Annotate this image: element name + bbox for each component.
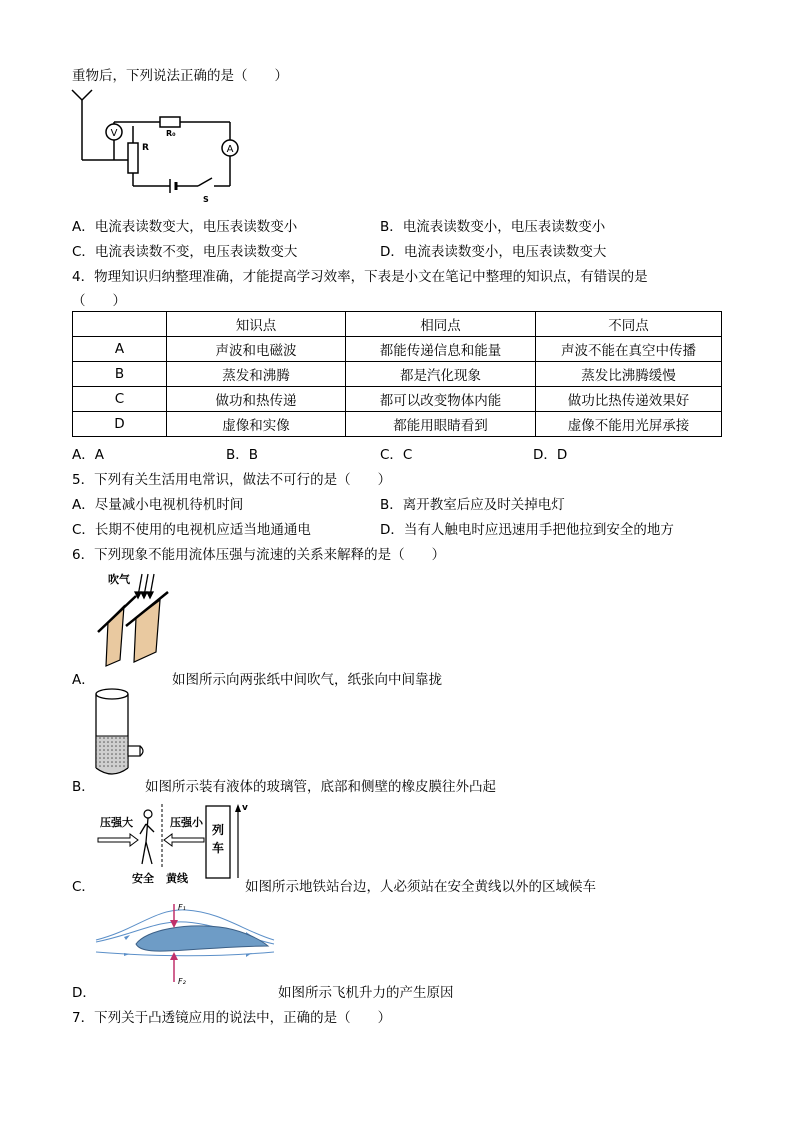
yellow-line-label: 黄线 [166,872,188,885]
q5-option-d: D．当有人触电时应迅速用手把他拉到安全的地方 [380,522,674,538]
table-cell: 做功和热传递 [167,387,346,412]
table-cell: 虚像和实像 [167,412,346,437]
table-header-cell: 知识点 [167,312,346,337]
velocity-label: v [242,803,248,813]
table-row [73,362,722,387]
table-cell: 做功比热传递效果好 [536,387,722,412]
force-f1-label: F₁ [178,903,186,912]
table-cell: 声波和电磁波 [167,337,346,362]
table-cell: 声波不能在真空中传播 [536,337,722,362]
table-cell: D [73,412,167,437]
q6-option-d-text: 如图所示飞机升力的产生原因 [278,985,454,1001]
voltmeter-label: V [110,128,118,139]
glass-tube-figure [90,688,150,780]
q3-option-c: C．电流表读数不变，电压表读数变大 [72,244,298,260]
train-label-2: 车 [211,841,225,855]
q4-stem: 4．物理知识归纳整理准确，才能提高学习效率，下表是小文在笔记中整理的知识点，有错误的是 [72,269,648,285]
q6-option-d-label: D． [72,985,96,1001]
table-cell: 都是汽化现象 [346,362,536,387]
table-header-cell: 不同点 [536,312,722,337]
resistor-r0-label: R₀ [166,129,176,138]
q3-option-a: A．电流表读数变大，电压表读数变小 [72,219,298,235]
q3-stem: 重物后，下列说法正确的是（ ） [72,68,288,84]
safe-label: 安全 [132,872,154,885]
circuit-diagram [70,88,245,208]
ammeter-label: A [226,144,234,155]
blow-label: 吹气 [108,573,130,586]
q6-option-c-label: C． [72,879,95,895]
q5-option-b: B．离开教室后应及时关掉电灯 [380,497,565,513]
force-f2-label: F₂ [178,977,186,986]
table-row [73,337,722,362]
q5-option-c: C．长期不使用的电视机应适当地通通电 [72,522,311,538]
q7-stem: 7．下列关于凸透镜应用的说法中，正确的是（ ） [72,1010,392,1026]
q4-option-a: A．A [72,447,104,463]
q3-option-d: D．电流表读数变小，电压表读数变大 [380,244,607,260]
table-cell: 虚像不能用光屏承接 [536,412,722,437]
table-header-cell [73,312,167,337]
high-pressure-label: 压强大 [100,816,133,829]
table-cell: 都能传递信息和能量 [346,337,536,362]
table-cell: A [73,337,167,362]
table-cell: 蒸发和沸腾 [167,362,346,387]
table-row [73,412,722,437]
table-header-row [73,312,722,337]
q6-stem: 6．下列现象不能用流体压强与流速的关系来解释的是（ ） [72,547,446,563]
table-cell: B [73,362,167,387]
resistor-r-label: R [142,143,149,153]
table-cell: C [73,387,167,412]
paper-blowing-figure [96,570,176,670]
knowledge-table [72,311,722,437]
q6-option-b-label: B． [72,779,95,795]
q6-option-a-text: 如图所示向两张纸中间吹气，纸张向中间靠拢 [172,672,442,688]
low-pressure-label: 压强小 [170,816,203,829]
table-row [73,387,722,412]
switch-label: S [203,195,209,204]
q4-option-d: D．D [533,447,568,463]
table-header-cell: 相同点 [346,312,536,337]
q5-stem: 5．下列有关生活用电常识，做法不可行的是（ ） [72,472,392,488]
q4-option-b: B．B [226,447,259,463]
subway-platform-figure [96,802,246,888]
q6-option-c-text: 如图所示地铁站台边，人必须站在安全黄线以外的区域候车 [245,879,596,895]
q6-option-b-text: 如图所示装有液体的玻璃管，底部和侧壁的橡皮膜往外凸起 [145,779,496,795]
q6-option-a-label: A． [72,672,95,688]
table-cell: 都能用眼睛看到 [346,412,536,437]
table-cell: 都可以改变物体内能 [346,387,536,412]
airplane-wing-figure [96,900,276,986]
q5-option-a: A．尽量减小电视机待机时间 [72,497,244,513]
q4-option-c: C．C [380,447,413,463]
q4-paren: （ ） [72,293,126,309]
train-label-1: 列 [211,823,225,837]
table-cell: 蒸发比沸腾缓慢 [536,362,722,387]
q3-option-b: B．电流表读数变小，电压表读数变小 [380,219,606,235]
